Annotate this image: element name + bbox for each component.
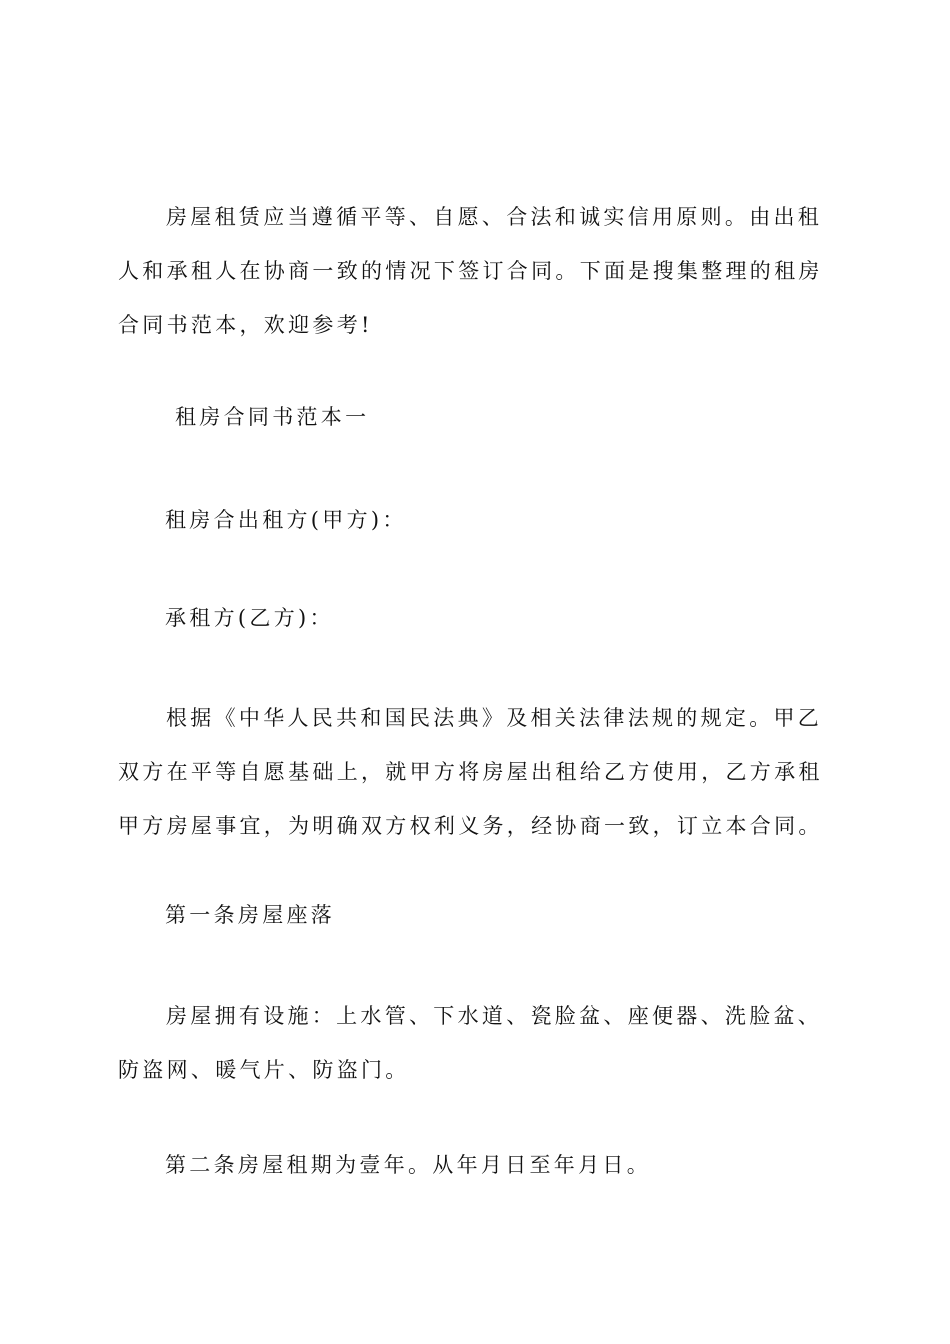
intro-text: 房屋租赁应当遵循平等、自愿、合法和诚实信用原则。由出租人和承租人在协商一致的情况下签订合同。下面是搜集整理的租房合同书范本，欢迎参考! — [118, 205, 823, 337]
facilities-text: 房屋拥有设施：上水管、下水道、瓷脸盆、座便器、洗脸盆、防盗网、暖气片、防盗门。 — [118, 1004, 823, 1082]
contract-title: 租房合同书范本一 — [175, 405, 370, 429]
article-2-line: 第二条房屋租期为壹年。从年月日至年月日。 — [165, 1153, 651, 1177]
lessor-line: 租房合出租方(甲方)： — [165, 508, 407, 532]
intro-paragraph — [118, 190, 833, 352]
article-1-heading: 第一条房屋座落 — [165, 903, 336, 927]
basis-text: 根据《中华人民共和国民法典》及相关法律法规的规定。甲乙双方在平等自愿基础上，就甲方将房屋出租给乙方使用，乙方承租甲方房屋事宜，为明确双方权利义务，经协商一致，订立本合同。 — [118, 706, 823, 838]
lessee-line: 承租方(乙方)： — [165, 606, 334, 630]
basis-paragraph — [118, 691, 833, 853]
facilities-paragraph — [118, 989, 833, 1097]
